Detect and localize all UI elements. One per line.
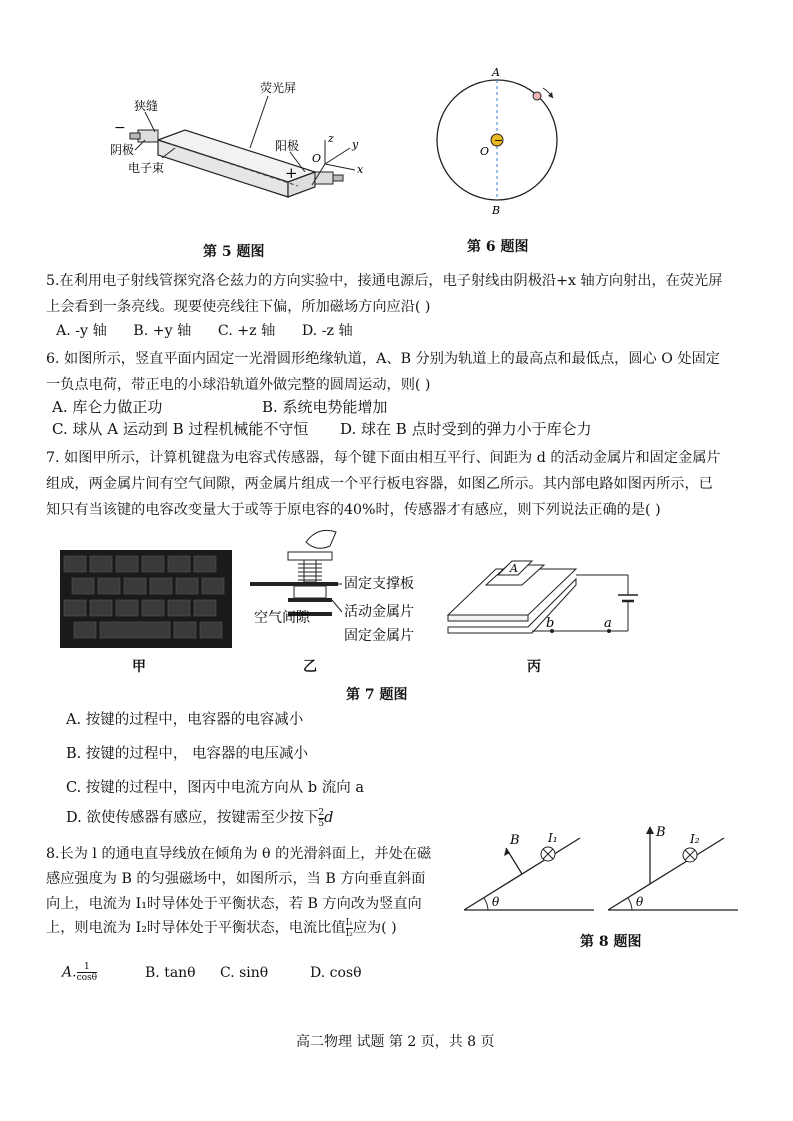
q8-option-a[interactable] <box>62 962 97 983</box>
q8-text-2: 感应强度为 B 的匀强磁场中，如图所示，当 B 方向垂直斜面 <box>46 871 426 887</box>
fig6-label-a: A <box>492 66 500 79</box>
fig8-caption: 第 8 题图 <box>580 934 642 950</box>
q8-option-d[interactable]: D. cosθ <box>310 965 362 981</box>
fig6-charge: − <box>494 134 504 147</box>
fig5-slit-label: 狭缝 <box>134 99 159 113</box>
q8-text-4-post: 应为( ) <box>352 920 397 936</box>
q7-option-d-fraction: $\frac{2}{5}$ <box>318 807 325 829</box>
fig6-label-o: O <box>480 145 490 158</box>
fig7-caption: 第 7 题图 <box>346 687 408 703</box>
q8-option-c[interactable]: C. sinθ <box>220 965 269 981</box>
fig5-beam-label: 电子束 <box>128 161 165 175</box>
q6-option-d[interactable]: D. 球在 B 点时受到的弹力小于库仑力 <box>340 420 592 438</box>
q7-option-a[interactable]: A. 按键的过程中，电容器的电容减小 <box>66 712 304 728</box>
q8-option-a-prefix: A. <box>62 964 77 981</box>
q5-option-b[interactable]: B. +y 轴 <box>133 323 192 339</box>
q5-text-1: 5.在利用电子射线管探究洛仑兹力的方向实验中，接通电源后，电子射线由阴极沿+x 轴方向射出，在荧光屏 <box>46 273 723 289</box>
fig7-support-label: 固定支撑板 <box>344 576 414 592</box>
fig5-minus-label: − <box>114 120 126 136</box>
fig5-axis-z: z <box>328 132 334 145</box>
q6-option-b[interactable]: B. 系统电势能增加 <box>262 398 388 416</box>
fig5-axis-o: O <box>312 152 322 165</box>
fig8-b-2: B <box>656 825 666 840</box>
fig5-anode-label: 阳极 <box>275 139 300 153</box>
q6-option-c[interactable]: C. 球从 A 运动到 B 过程机械能不守恒 <box>52 420 309 438</box>
fig8-i-2: I₂ <box>690 832 700 846</box>
q7-text-1: 7. 如图甲所示，计算机键盘为电容式传感器，每个键下面由相互平行、间距为 d 的活动金属片和固定金属片 <box>46 450 721 466</box>
q8-text-1: 8.长为 l 的通电直导线放在倾角为 θ 的光滑斜面上，并处在磁 <box>46 846 432 862</box>
q8-option-a-fraction: $\frac{1}{\cos\theta}$ <box>76 962 98 983</box>
fig7-circuit-diagram <box>446 545 646 645</box>
page-footer: 高二物理 试题 第 2 页，共 8 页 <box>296 1034 495 1050</box>
q6-text-2: 一负点电荷，带正电的小球沿轨道外做完整的圆周运动，则( ) <box>46 377 431 393</box>
q5-option-d[interactable]: D. -z 轴 <box>301 323 353 339</box>
q7-option-b[interactable]: B. 按键的过程中， 电容器的电压减小 <box>66 746 308 762</box>
fig7-capacitor-diagram <box>248 522 448 652</box>
fig5-plus-label: + <box>285 164 298 182</box>
q5-text-2: 上会看到一条亮线。现要使亮线往下偏，所加磁场方向应沿( ) <box>46 299 431 315</box>
fig7-moving-label: 活动金属片 <box>344 604 414 620</box>
fig7-gap-label: 空气间隙 <box>254 610 310 626</box>
fig5-screen-label: 荧光屏 <box>260 81 297 95</box>
fig5-axis-x: x <box>357 163 364 176</box>
fig8-theta-1: θ <box>492 895 500 909</box>
q8-text-4 <box>46 917 397 939</box>
fig8-diagram <box>462 818 742 918</box>
q5-options <box>56 320 353 340</box>
q7-text-3: 知只有当该键的电容改变量大于或等于原电容的40%时，传感器才有感应，则下列说法正确的是( ) <box>46 502 661 518</box>
q5-option-a[interactable]: A. -y 轴 <box>56 323 107 339</box>
q7-option-d[interactable] <box>66 806 333 829</box>
fig8-b-1: B <box>510 833 520 848</box>
fig7-block-label: A <box>510 562 518 575</box>
fig6-label-b: B <box>492 204 501 217</box>
fig8-theta-2: θ <box>636 895 644 909</box>
fig5-axis-y: y <box>352 138 359 151</box>
q7-text-2: 组成，两金属片间有空气间隙，两金属片组成一个平行板电容器，如图乙所示。其内部电路如图丙所示，已 <box>46 476 713 492</box>
q8-option-b[interactable]: B. tanθ <box>145 965 196 981</box>
fig5-diagram <box>100 60 390 230</box>
fig7-label-bing: 丙 <box>527 659 541 675</box>
q8-ratio: $\frac{\text{I₁}}{\text{I₂}}$ <box>345 917 353 939</box>
fig6-diagram <box>430 60 570 220</box>
fig6-caption: 第 6 题图 <box>467 239 529 255</box>
fig5-caption: 第 5 题图 <box>203 244 265 260</box>
q6-option-a[interactable]: A. 库仑力做正功 <box>52 398 163 416</box>
q7-option-d-text: D. 欲使传感器有感应，按键需至少按下 <box>66 810 319 826</box>
q7-option-c[interactable]: C. 按键的过程中，图丙中电流方向从 b 流向 a <box>66 780 365 796</box>
fig7-point-b: b <box>546 616 555 631</box>
q6-text-1: 6. 如图所示，竖直平面内固定一光滑圆形绝缘轨道，A、B 分别为轨道上的最高点和最低点，圆心 O 处固定 <box>46 351 720 367</box>
q5-option-c[interactable]: C. +z 轴 <box>217 323 276 339</box>
fig7-keyboard-photo <box>60 550 232 648</box>
q8-text-4-pre: 上，则电流为 I₂时导体处于平衡状态，电流比值 <box>46 920 346 936</box>
fig7-label-yi: 乙 <box>303 659 317 675</box>
q8-text-3: 向上，电流为 I₁时导体处于平衡状态，若 B 方向改为竖直向 <box>46 896 422 912</box>
fig7-label-jia: 甲 <box>132 659 146 675</box>
fig7-fixed-label: 固定金属片 <box>344 628 414 644</box>
fig5-cathode-label: 阴极 <box>110 143 135 157</box>
fig8-i-1: I₁ <box>548 831 558 845</box>
fig7-point-a: a <box>604 616 612 631</box>
q7-option-d-d: d <box>324 810 334 826</box>
